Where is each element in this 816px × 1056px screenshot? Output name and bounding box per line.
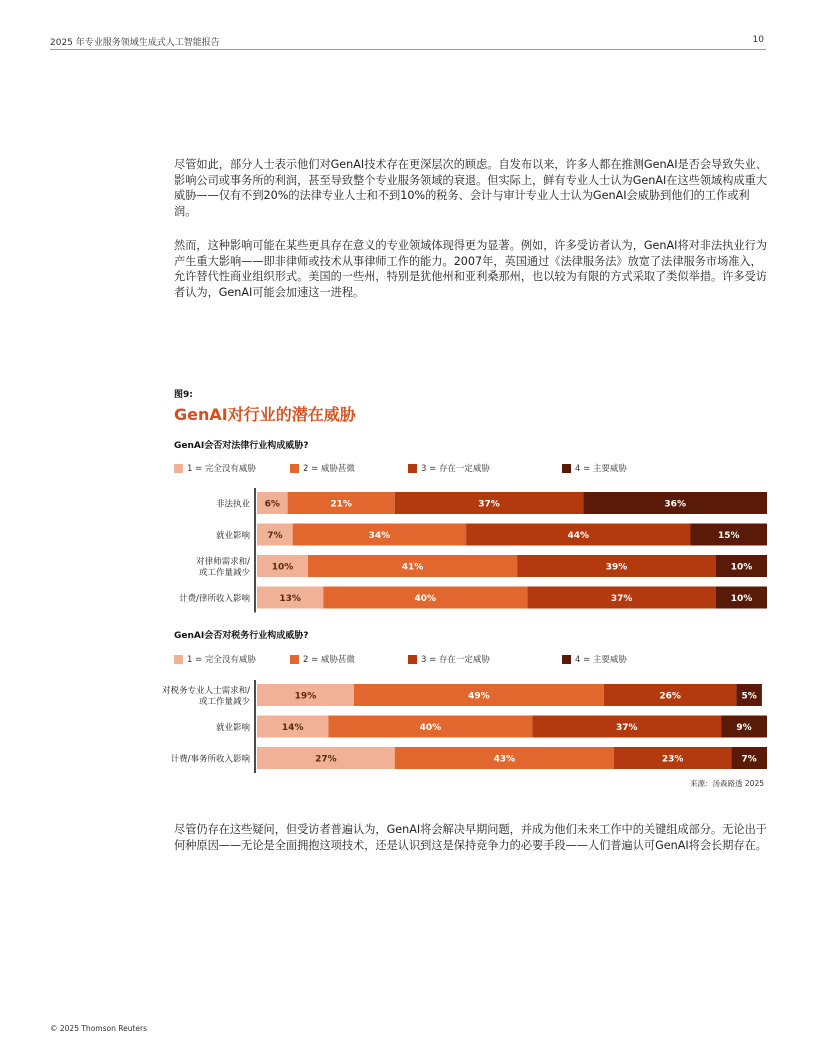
legend-item-4	[562, 462, 627, 474]
tax-threat-chart	[140, 680, 770, 776]
copyright-footer: © 2025 Thomson Reuters	[50, 1024, 148, 1033]
category-label: 就业影响	[215, 531, 250, 541]
body-paragraph-2: 然而，这种影响可能在某些更具存在意义的专业领域体现得更为显著。例如，许多受访者认为，GenAI将对非法执业行为产生重大影响——即非律师或技术从事律师工作的能力。2007年，英国通过《法律服务法》放宽了法律服务市场准入，允许替代性商业组织形式。美国的一些州，特别是犹他州和亚利桑那州，也以较为有限的方式采取了类似举措。许多受访者认为，GenAI可能会加速这一进程。	[174, 239, 767, 299]
tax-chart-title: GenAI会否对税务行业构成威胁?	[174, 631, 309, 641]
legend-item-1	[174, 462, 256, 474]
bar-data-label: 14%	[281, 723, 304, 733]
category-label: 对律师需求和/	[196, 557, 250, 567]
bar-data-label: 40%	[419, 723, 442, 733]
chart-source: 来源：汤森路透 2025	[690, 779, 764, 788]
bar-data-label: 37%	[615, 723, 638, 733]
bar-data-label: 36%	[664, 499, 686, 510]
page-number: 10	[752, 35, 764, 45]
legend-label-4: 4 = 主要威胁	[575, 655, 627, 665]
legend-swatch-4	[562, 464, 571, 473]
legend-label-4: 4 = 主要威胁	[575, 464, 627, 474]
bar-data-label: 6%	[264, 499, 280, 510]
category-label: 计费/事务所收入影响	[170, 754, 250, 765]
category-label: 或工作量减少	[198, 697, 250, 707]
legend-item-3	[408, 462, 490, 474]
bar-data-label: 13%	[279, 594, 301, 604]
bar-data-label: 43%	[493, 754, 516, 765]
header-divider	[50, 49, 766, 50]
bar-data-label: 37%	[478, 499, 500, 510]
legend-label-3: 3 = 存在一定威胁	[421, 655, 490, 665]
figure-title: GenAI对行业的潜在威胁	[174, 405, 356, 424]
bar-data-label: 37%	[610, 594, 633, 604]
legend-label-2: 2 = 威胁甚微	[303, 655, 355, 665]
legend-swatch-3	[408, 464, 417, 473]
bar-data-label: 41%	[401, 562, 424, 573]
legal-chart-legend	[174, 462, 774, 476]
tax-chart-legend	[174, 653, 774, 667]
bar-data-label: 15%	[717, 531, 740, 541]
bar-data-label: 10%	[730, 594, 753, 604]
category-label: 计费/律所收入影响	[179, 594, 250, 604]
bar-data-label: 10%	[271, 562, 294, 573]
figure-label: 图9:	[174, 390, 193, 400]
bar-data-label: 26%	[659, 691, 681, 702]
legend-swatch-2	[290, 464, 299, 473]
legend-label-1: 1 = 完全没有威胁	[187, 655, 256, 665]
bar-data-label: 34%	[368, 531, 391, 541]
bar-data-label: 7%	[741, 754, 757, 765]
legend-label-3: 3 = 存在一定威胁	[421, 464, 490, 474]
category-label: 或工作量减少	[198, 568, 250, 578]
category-label: 就业影响	[215, 723, 250, 733]
legal-threat-chart	[140, 488, 770, 614]
bar-data-label: 44%	[567, 531, 590, 541]
report-title: 2025 年专业服务领域生成式人工智能报告	[50, 38, 220, 48]
legend-item-2	[290, 653, 355, 665]
legend-swatch-1	[174, 464, 183, 473]
legend-item-3	[408, 653, 490, 665]
legend-label-1: 1 = 完全没有威胁	[187, 464, 256, 474]
legend-swatch-3	[408, 655, 417, 664]
legend-item-2	[290, 462, 355, 474]
category-label: 非法执业	[215, 499, 250, 510]
bar-data-label: 19%	[294, 691, 317, 702]
legal-chart-title: GenAI会否对法律行业构成威胁?	[174, 441, 309, 451]
bar-data-label: 39%	[605, 562, 628, 573]
legend-label-2: 2 = 威胁甚微	[303, 464, 355, 474]
bar-data-label: 9%	[736, 723, 752, 733]
bar-data-label: 40%	[414, 594, 437, 604]
bar-data-label: 27%	[315, 754, 337, 765]
body-paragraph-3: 尽管仍存在这些疑问，但受访者普遍认为，GenAI将会解决早期问题，并成为他们未来工作中的关键组成部分。无论出于何种原因——无论是全面拥抱这项技术，还是认识到这是保持竞争力的必要手段——人们普遍认可GenAI将会长期存在。	[174, 823, 767, 852]
legend-item-4	[562, 653, 627, 665]
bar-data-label: 21%	[330, 499, 352, 510]
body-paragraph-1: 尽管如此，部分人士表示他们对GenAI技术存在更深层次的顾虑。自发布以来，许多人都在推测GenAI是否会导致失业、影响公司或事务所的利润，甚至导致整个专业服务领域的衰退。但实际上，鲜有专业人士认为GenAI在这些领域构成重大威胁——仅有不到20%的法律专业人士和不到10%的税务、会计与审计专业人士认为GenAI会威胁到他们的工作或利润。	[174, 158, 768, 218]
legend-swatch-4	[562, 655, 571, 664]
bar-data-label: 7%	[267, 531, 283, 541]
bar-data-label: 10%	[730, 562, 753, 573]
legend-item-1	[174, 653, 256, 665]
bar-data-label: 23%	[661, 754, 684, 765]
bar-data-label: 5%	[741, 691, 757, 702]
category-label: 对税务专业人士需求和/	[162, 686, 250, 696]
legend-swatch-2	[290, 655, 299, 664]
legend-swatch-1	[174, 655, 183, 664]
bar-data-label: 49%	[468, 691, 490, 702]
